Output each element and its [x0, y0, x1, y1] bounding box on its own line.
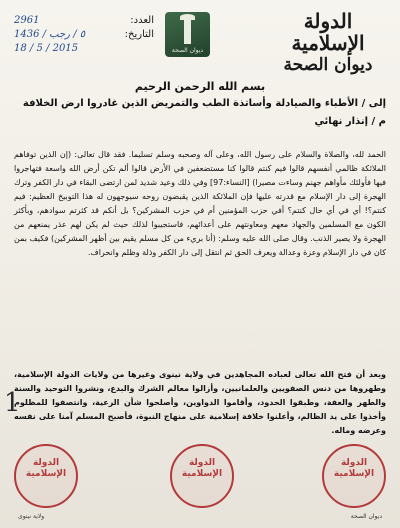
subject-line: م / إنذار نهائي	[314, 116, 386, 127]
date-gregorian: 2015 / 5 / 18	[14, 43, 79, 54]
footer-right-label: ديوان الصحة	[350, 513, 382, 520]
handwritten-mark: 1	[4, 388, 21, 418]
letterhead-title	[268, 10, 388, 76]
date-hijri: ٥ / رجب / 1436	[14, 29, 86, 40]
body-paragraph-2: وبعد أن فتح الله تعالى لعباده المجاهدين في ولاية نينوى وغيرها من ولايات الدولة الإسلامية، وطهروها من دنس الصفويين والعلمانيين، وأزالوا معالم الشرك والبدع، ونشروا التوحيد والسنة والطهر والعفة، وطبقوا الحدود، وأقاموا الدواوين، وأصلحوا شأن الرعية، وانتصفوا للمظلوم وأخذوا على يد الظالم، وأعلنوا خلافة إسلامية على منهاج النبوة، فأصبح المسلم آمنا على نفسه وعرضه وماله.	[14, 370, 386, 435]
number-label: العدد:	[130, 15, 154, 26]
recipients-line: إلى / الأطباء والصيادلة وأساتذة الطب والتمريض الذين غادروا ارض الخلافة	[22, 98, 386, 109]
basmala: بسم الله الرحمن الرحيم	[134, 80, 266, 93]
minaret-shape	[184, 18, 191, 44]
state-name: الدولة الإسلامية	[291, 9, 365, 55]
logo-caption: ديوان الصحة	[171, 47, 204, 54]
mosque-logo-icon	[165, 12, 210, 57]
seal-stamp-middle: الدولة الإسلامية	[170, 444, 234, 508]
body-paragraph-1: الحمد لله، والصلاة والسلام على رسول الله، وعلى آله وصحبه وسلم تسليما. فقد قال تعالى: (إن الذين توفاهم الملائكة ظالمي أنفسهم قالوا فيم كنتم قالوا كنا مستضعفين في الأرض قالوا ألم تكن أرض الله واسعة فتهاجروا فيها فأولئك مأواهم جهنم وساءت مصيرا) [النساء:97] وفي ذلك وعيد شديد لمن ارتضى البقاء في دار الكفر وترك الهجرة إلى دار الإسلام مع قدرته عليها فإن الملائكة الذين يقبضون روحه سيوجهون له هذا التوبيخ العظيم: فيم كنتم؟! أي في أي حال كنتم؟ أفي حزب المؤمنين أم في حزب المشركين؟ بل أنكم قد كثرتم سوادهم، وبأكثر الكون مع المسلمين والجهاد معهم ومعاونتهم على أعدائهم، فاستجيبوا لذلك حيث لم يكن لهم عذر يمنعهم من الهجرة ولا يصير الذنب. وقال صلى الله عليه وسلم: (أنا بريء من كل مسلم يقيم بين أظهر المشركين) فكيف بمن كان في دار الإسلام وعزة وعدالة ويعرف الحق ثم انتقل إلى دار الكفر وذلة وظلم وانحراف.	[14, 150, 387, 257]
seal-stamp-right: الدولة الإسلامية	[322, 444, 386, 508]
date-label: التاريخ:	[124, 29, 154, 40]
reference-block	[14, 14, 154, 56]
seal-stamp-left: الدولة الإسلامية	[14, 444, 78, 508]
number-value: 2961	[14, 15, 40, 26]
footer-left-label: ولاية نينوى	[18, 513, 45, 520]
office-name: ديوان الصحة	[283, 55, 373, 75]
